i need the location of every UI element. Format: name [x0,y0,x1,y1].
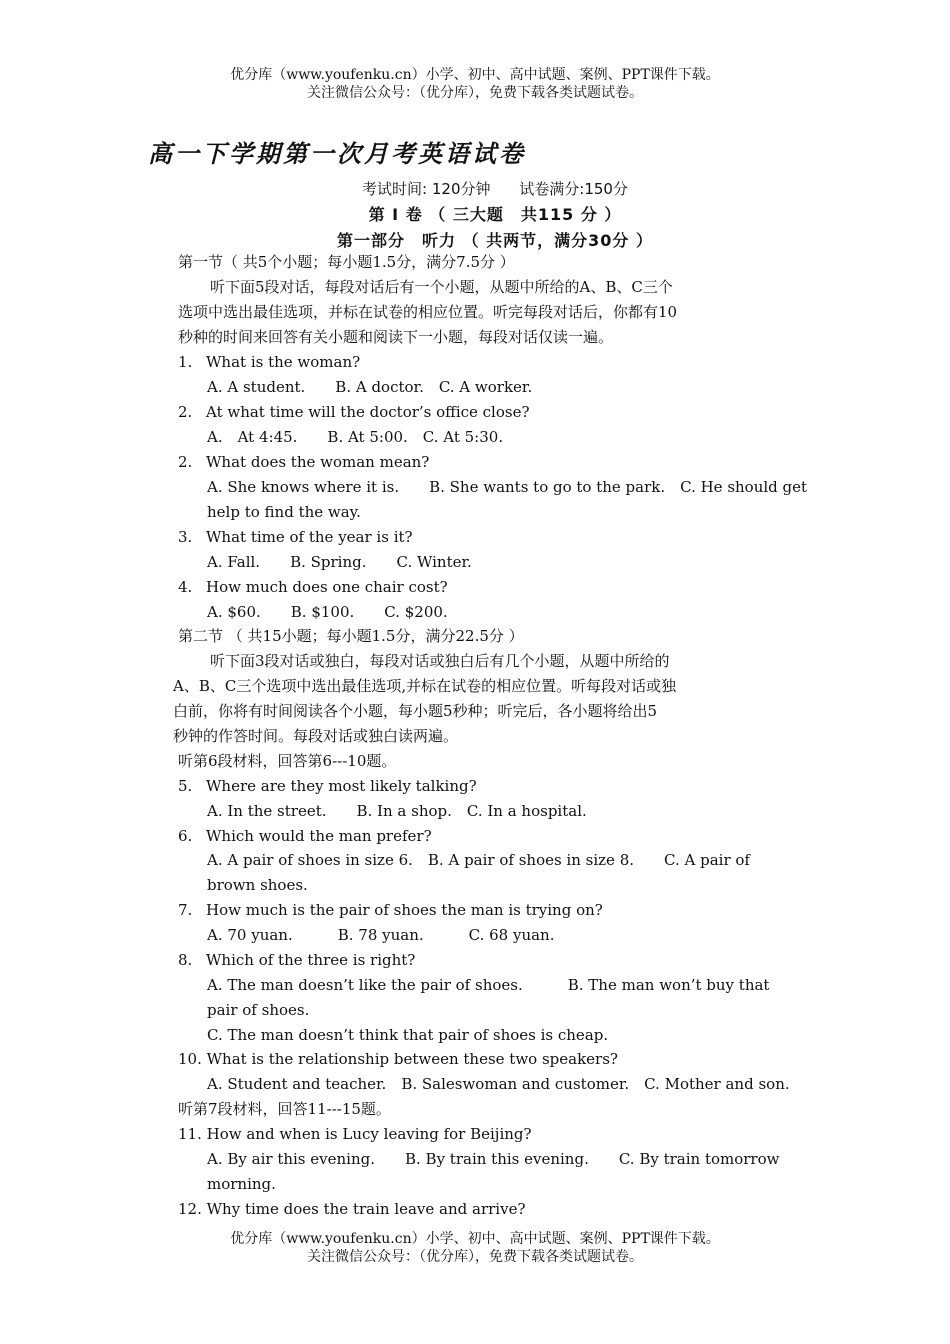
question: 7. How much is the pair of shoes the man is trying on? [178,901,603,919]
material-6-note: 听第6段材料，回答第6---10题。 [178,752,397,770]
question-options: C. The man doesn’t think that pair of shoes is cheap. [207,1026,609,1044]
question: 2. What does the woman mean? [178,453,430,471]
exam-score: 试卷满分:150分 [519,180,628,198]
section1-intro-1: 听下面5段对话，每段对话后有一个小题，从题中所给的A、B、C三个 [210,278,673,296]
question: 8. Which of the three is right? [178,951,416,969]
section2-intro-1: 听下面3段对话或独白，每段对话或独白后有几个小题，从题中所给的 [210,652,670,670]
section2-heading: 第二节 （ 共15小题；每小题1.5分，满分22.5分 ） [178,627,524,645]
exam-time: 考试时间: 120分钟 [362,180,491,198]
volume-heading: 第 I 卷 （ 三大题 共115 分 ） [368,205,622,224]
section1-intro-3: 秒种的时间来回答有关小题和阅读下一小题，每段对话仅读一遍。 [178,328,614,346]
question-options: A. $60. B. $100. C. $200. [207,603,448,621]
section1-intro-2: 选项中选出最佳选项，并标在试卷的相应位置。听完每段对话后，你都有10 [178,303,678,321]
question: 6. Which would the man prefer? [178,827,432,845]
question: 4. How much does one chair cost? [178,578,448,596]
question-options: A. At 4:45. B. At 5:00. C. At 5:30. [207,428,504,446]
question: 2. At what time will the doctor’s office close? [178,403,530,421]
section2-intro-3: 白前，你将有时间阅读各个小题，每小题5秒种；听完后，各小题将给出5 [173,702,658,720]
question: 10. What is the relationship between these two speakers? [178,1050,618,1068]
section2-intro-2: A、B、C三个选项中选出最佳选项,并标在试卷的相应位置。听每段对话或独 [173,677,677,695]
question-options: A. 70 yuan. B. 78 yuan. C. 68 yuan. [207,926,555,944]
section1-heading: 第一节（ 共5个小题；每小题1.5分，满分7.5分 ） [178,253,515,271]
material-7-note: 听第7段材料，回答11---15题。 [178,1100,391,1118]
question: 5. Where are they most likely talking? [178,777,477,795]
question-options: A. Student and teacher. B. Saleswoman and customer. C. Mother and son. [207,1075,790,1093]
question-options: A. A student. B. A doctor. C. A worker. [207,378,533,396]
question-options: help to find the way. [207,503,361,521]
page-title: 高一下学期第一次月考英语试卷 [148,139,526,168]
question: 1. What is the woman? [178,353,361,371]
question-options: A. Fall. B. Spring. C. Winter. [207,553,472,571]
section2-intro-4: 秒钟的作答时间。每段对话或独白读两遍。 [173,727,459,745]
question-options: pair of shoes. [207,1001,310,1019]
question: 3. What time of the year is it? [178,528,413,546]
exam-info [0,178,950,199]
question: 11. How and when is Lucy leaving for Beijing? [178,1125,532,1143]
footer-line-1: 优分库（www.youfenku.cn）小学、初中、高中试题、案例、PPT课件下载。 [230,1231,720,1247]
question-options: morning. [207,1175,276,1193]
question-options: A. She knows where it is. B. She wants to go to the park. C. He should get [207,478,808,496]
header-line-2: 关注微信公众号：（优分库），免费下载各类试题试卷。 [307,85,643,101]
question: 12. Why time does the train leave and arrive? [178,1200,526,1218]
question-options: brown shoes. [207,876,308,894]
question-options: A. By air this evening. B. By train this evening. C. By train tomorrow [207,1150,780,1168]
question-options: A. In the street. B. In a shop. C. In a hospital. [207,802,587,820]
footer-line-2: 关注微信公众号：（优分库），免费下载各类试题试卷。 [307,1249,643,1265]
part1-heading: 第一部分 听力 （ 共两节，满分30分 ） [337,231,653,250]
question-options: A. The man doesn’t like the pair of shoes. B. The man won’t buy that [207,976,770,994]
header-line-1: 优分库（www.youfenku.cn）小学、初中、高中试题、案例、PPT课件下载。 [230,67,720,83]
question-options: A. A pair of shoes in size 6. B. A pair of shoes in size 8. C. A pair of [207,851,750,869]
